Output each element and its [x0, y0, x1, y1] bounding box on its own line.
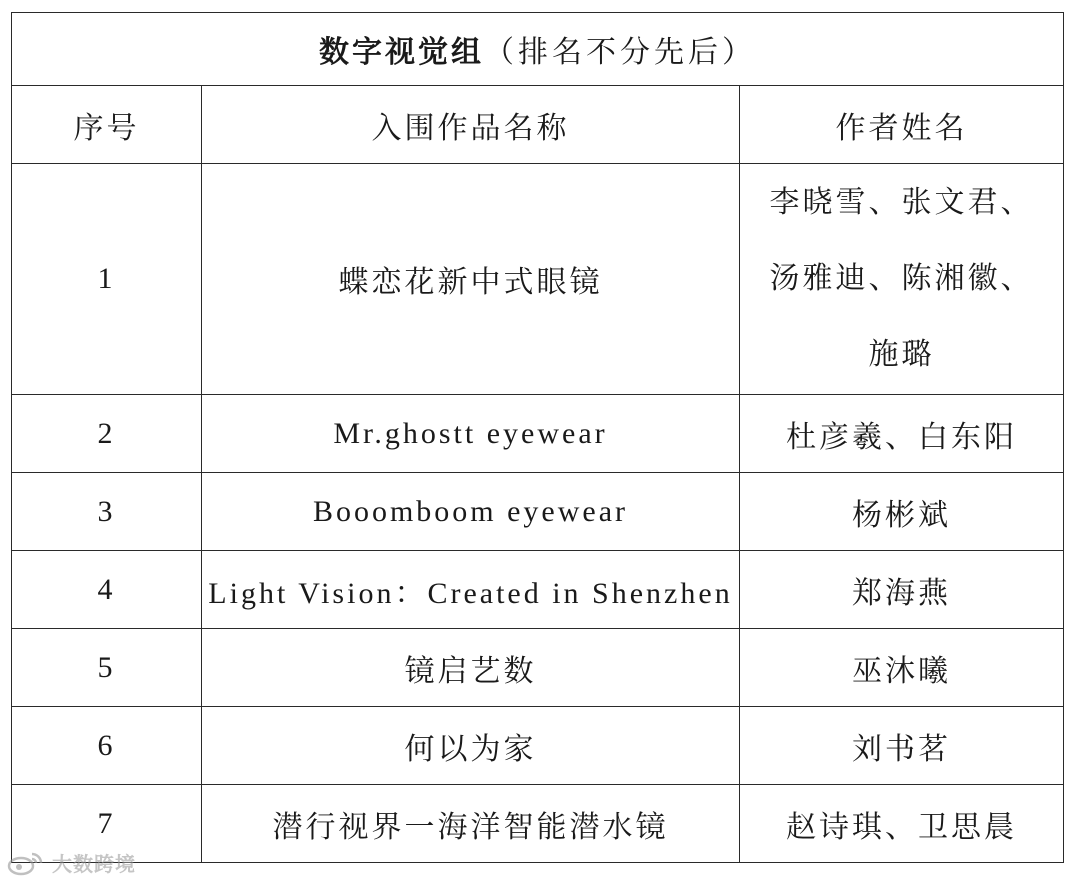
- row-number: 5: [12, 629, 202, 707]
- row-number: 3: [12, 473, 202, 551]
- title-row: [12, 13, 1064, 86]
- table-row: [12, 785, 1064, 863]
- table-row: [12, 164, 1064, 395]
- work-title: 镜启艺数: [202, 629, 740, 707]
- weibo-logo-icon: [6, 850, 46, 876]
- author-line: 汤雅迪、陈湘徽、: [769, 262, 1034, 295]
- finalists-table: [11, 12, 1064, 863]
- header-no: 序号: [12, 86, 202, 164]
- watermark-text: 大数跨境: [52, 852, 136, 876]
- header-work: 入围作品名称: [202, 86, 740, 164]
- work-title: Mr.ghostt eyewear: [202, 395, 740, 473]
- row-number: 4: [12, 551, 202, 629]
- table-title: [12, 13, 1064, 86]
- author-names: 杨彬斌: [740, 473, 1064, 551]
- table-title-main: 数字视觉组: [319, 36, 484, 69]
- row-number: 1: [12, 164, 202, 395]
- work-title: Light Vision：Created in Shenzhen: [202, 551, 740, 629]
- table-row: [12, 551, 1064, 629]
- table-title-note: （排名不分先后）: [484, 36, 756, 69]
- table-row: [12, 395, 1064, 473]
- header-author: 作者姓名: [740, 86, 1064, 164]
- header-row: [12, 86, 1064, 164]
- author-names: 郑海燕: [740, 551, 1064, 629]
- watermark: [6, 848, 136, 877]
- author-names: 巫沐曦: [740, 629, 1064, 707]
- author-names: 刘书茗: [740, 707, 1064, 785]
- table-row: [12, 629, 1064, 707]
- row-number: 6: [12, 707, 202, 785]
- row-number: 7: [12, 785, 202, 863]
- work-title: 潜行视界一海洋智能潜水镜: [202, 785, 740, 863]
- author-line: 李晓雪、张文君、: [769, 186, 1034, 219]
- table-row: [12, 707, 1064, 785]
- author-names: [740, 164, 1064, 395]
- work-title: Booomboom eyewear: [202, 473, 740, 551]
- work-title: 蝶恋花新中式眼镜: [202, 164, 740, 395]
- author-line: 施璐: [868, 338, 935, 371]
- table-row: [12, 473, 1064, 551]
- work-title: 何以为家: [202, 707, 740, 785]
- author-names: 赵诗琪、卫思晨: [740, 785, 1064, 863]
- author-names: 杜彦羲、白东阳: [740, 395, 1064, 473]
- row-number: 2: [12, 395, 202, 473]
